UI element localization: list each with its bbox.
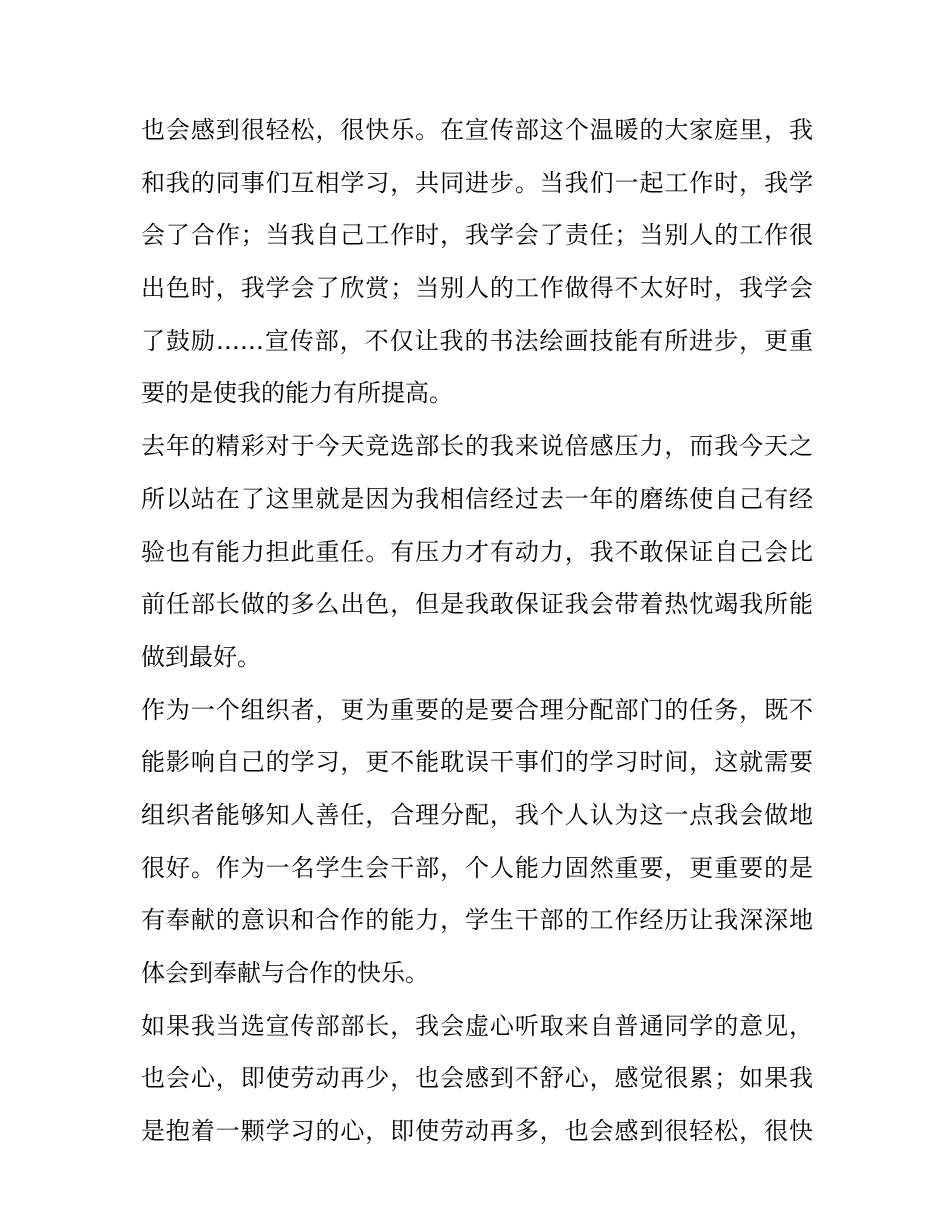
text-line: 作为一个组织者，更为重要的是要合理分配部门的任务，既不 <box>141 695 813 724</box>
document-body <box>141 104 813 1158</box>
text-line: 去年的精彩对于今天竞选部长的我来说倍感压力，而我今天之 <box>141 432 813 461</box>
text-line: 前任部长做的多么出色，但是我敢保证我会带着热忱竭我所能 <box>141 590 813 619</box>
text-line: 也会感到很轻松，很快乐。在宣传部这个温暖的大家庭里，我 <box>141 116 813 144</box>
text-line: 会了合作；当我自己工作时，我学会了责任；当别人的工作很 <box>141 221 813 250</box>
text-line: 很好。作为一名学生会干部，个人能力固然重要，更重要的是 <box>141 853 813 882</box>
text-line: 是抱着一颗学习的心，即使劳动再多，也会感到很轻松，很快 <box>141 1117 813 1146</box>
text-line: 组织者能够知人善任，合理分配，我个人认为这一点我会做地 <box>141 800 813 829</box>
text-line: 出色时，我学会了欣赏；当别人的工作做得不太好时，我学会 <box>141 274 813 303</box>
text-line: 如果我当选宣传部部长，我会虚心听取来自普通同学的意见， <box>141 1011 813 1040</box>
text-line: 和我的同事们互相学习，共同进步。当我们一起工作时，我学 <box>141 168 813 197</box>
text-line: 了鼓励……宣传部，不仅让我的书法绘画技能有所进步，更重 <box>141 326 813 355</box>
text-line: 有奉献的意识和合作的能力，学生干部的工作经历让我深深地 <box>141 906 813 935</box>
text-line: 体会到奉献与合作的快乐。 <box>141 959 429 987</box>
text-line: 要的是使我的能力有所提高。 <box>141 379 453 408</box>
text-line: 验也有能力担此重任。有压力才有动力，我不敢保证自己会比 <box>141 537 813 566</box>
text-line: 做到最好。 <box>141 642 261 671</box>
text-line: 也会心，即使劳动再少，也会感到不舒心，感觉很累；如果我 <box>141 1064 813 1093</box>
text-line: 能影响自己的学习，更不能耽误干事们的学习时间，这就需要 <box>141 748 813 777</box>
text-line: 所以站在了这里就是因为我相信经过去一年的磨练使自己有经 <box>141 484 813 513</box>
